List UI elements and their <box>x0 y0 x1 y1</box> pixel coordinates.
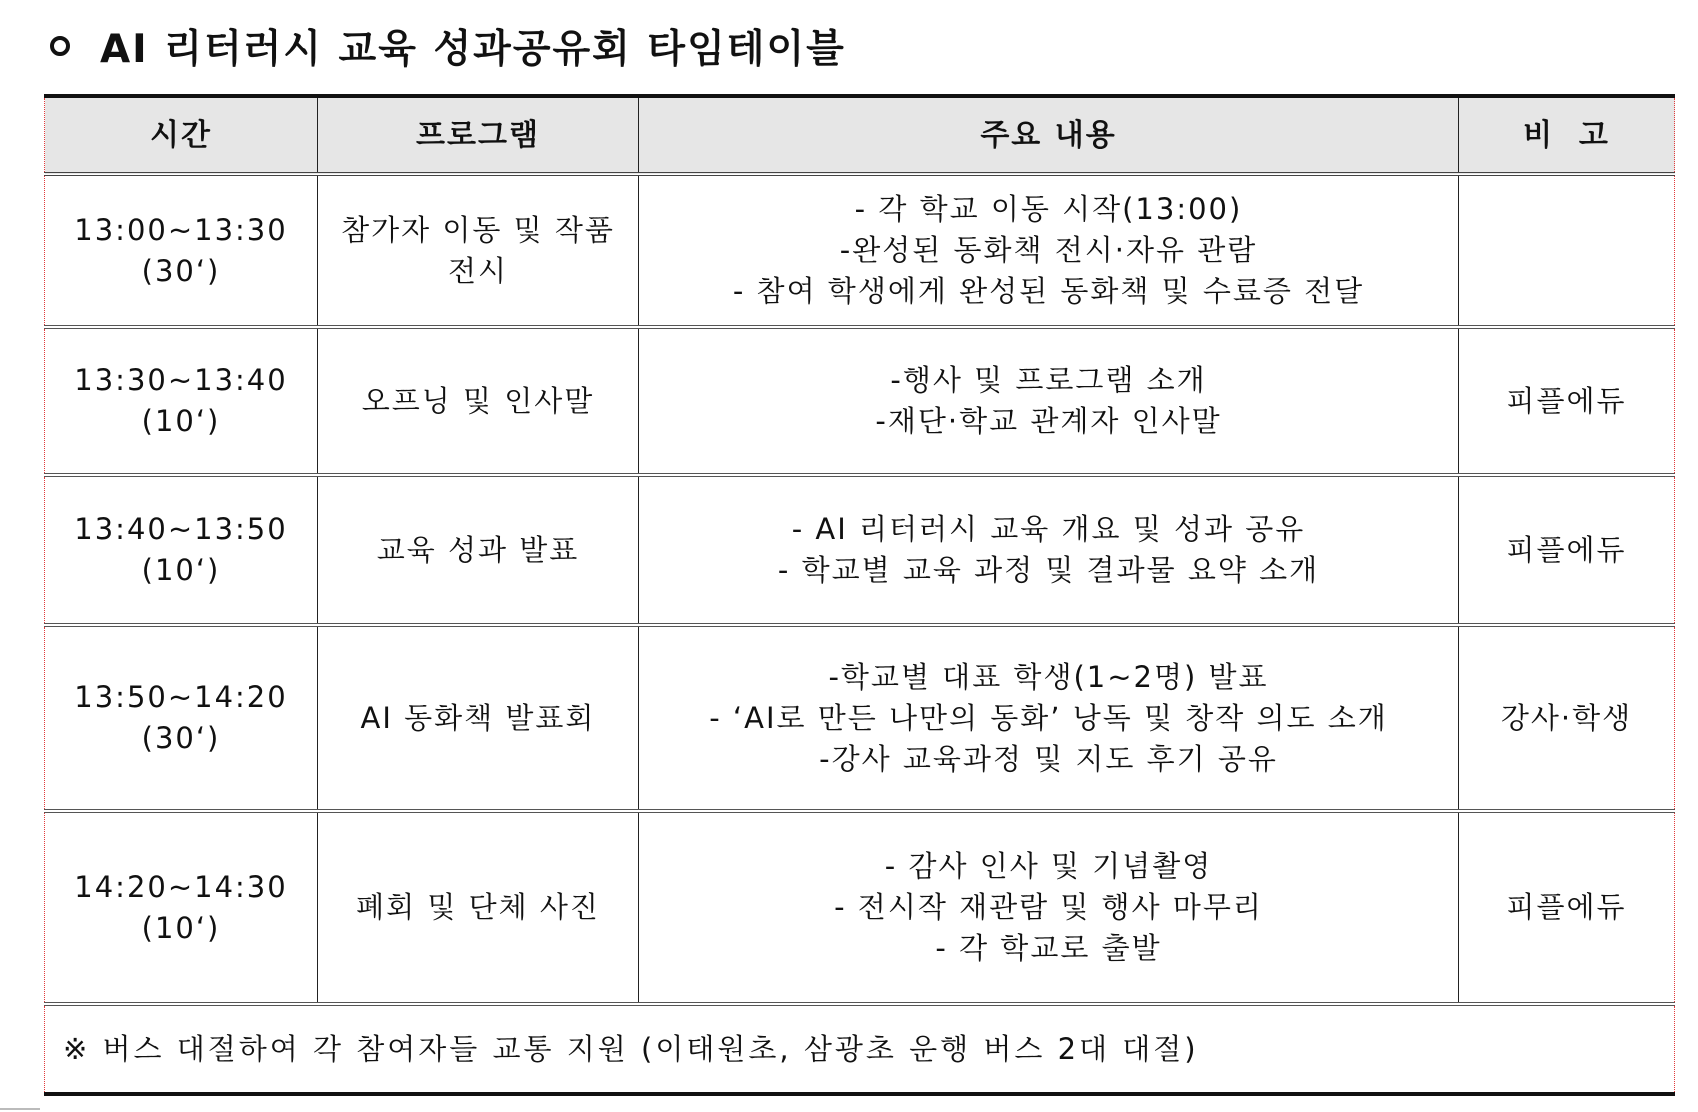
time-range: 13:00~13:30 <box>74 212 288 247</box>
program-line: 참가자 이동 및 작품 <box>341 212 615 247</box>
content-line: -완성된 동화책 전시·자유 관람 <box>839 233 1258 267</box>
program-cell <box>318 811 639 1004</box>
duration: (10‘) <box>141 910 221 945</box>
program-line: AI 동화책 발표회 <box>360 700 596 735</box>
content-line: - 학교별 교육 과정 및 결과물 요약 소개 <box>777 553 1320 587</box>
table-row <box>45 327 1675 475</box>
content-line: -강사 교육과정 및 지도 후기 공유 <box>819 741 1278 776</box>
table-row <box>45 811 1675 1004</box>
content-line: -학교별 대표 학생(1~2명) 발표 <box>828 659 1269 694</box>
program-cell <box>318 475 639 625</box>
page-title-text: AI 리터러시 교육 성과공유회 타임테이블 <box>100 27 846 72</box>
circle-bullet-icon <box>50 36 70 56</box>
time-cell <box>45 174 318 327</box>
time-range: 13:50~14:20 <box>74 680 288 714</box>
duration: (10‘) <box>141 404 221 438</box>
content-line: - 각 학교로 출발 <box>935 931 1162 965</box>
note-cell: 피플에듀 <box>1459 475 1675 625</box>
content-cell <box>639 625 1459 811</box>
time-range: 13:30~13:40 <box>74 363 288 397</box>
program-cell <box>318 327 639 475</box>
header-time: 시간 <box>45 96 318 174</box>
footnote: ※ 버스 대절하여 각 참여자들 교통 지원 (이태원초, 삼광초 운행 버스 2대 대절) <box>45 1004 1675 1094</box>
timetable <box>44 94 1675 1096</box>
time-range: 13:40~13:50 <box>74 512 288 546</box>
content-cell <box>639 811 1459 1004</box>
time-cell <box>45 327 318 475</box>
note-cell: 피플에듀 <box>1459 327 1675 475</box>
table-row <box>45 475 1675 625</box>
program-cell <box>318 174 639 327</box>
header-program: 프로그램 <box>318 96 639 174</box>
content-line: - 감사 인사 및 기념촬영 <box>884 849 1213 883</box>
program-cell <box>318 625 639 811</box>
time-cell <box>45 475 318 625</box>
table-header-row <box>45 96 1675 174</box>
content-line: - 참여 학생에게 완성된 동화책 및 수료증 전달 <box>732 274 1365 308</box>
content-cell <box>639 475 1459 625</box>
content-line: - 전시작 재관람 및 행사 마무리 <box>834 890 1263 924</box>
page-title <box>50 16 846 76</box>
duration: (30‘) <box>141 253 221 288</box>
content-line: -재단·학교 관계자 인사말 <box>875 404 1222 438</box>
note-cell: 피플에듀 <box>1459 811 1675 1004</box>
duration: (30‘) <box>141 721 221 755</box>
time-range: 14:20~14:30 <box>74 869 288 904</box>
content-line: - 각 학교 이동 시작(13:00) <box>854 192 1243 226</box>
content-cell <box>639 174 1459 327</box>
content-line: - AI 리터러시 교육 개요 및 성과 공유 <box>791 512 1306 546</box>
content-line: - ‘AI로 만든 나만의 동화’ 낭독 및 창작 의도 소개 <box>709 700 1388 735</box>
table-row <box>45 625 1675 811</box>
content-cell <box>639 327 1459 475</box>
program-line: 전시 <box>447 253 509 288</box>
note-cell <box>1459 174 1675 327</box>
time-cell <box>45 811 318 1004</box>
table-row <box>45 174 1675 327</box>
header-content: 주요 내용 <box>639 96 1459 174</box>
program-line: 폐회 및 단체 사진 <box>356 890 600 924</box>
header-note: 비 고 <box>1459 96 1675 174</box>
footnote-row <box>45 1004 1675 1094</box>
content-line: -행사 및 프로그램 소개 <box>890 363 1207 397</box>
note-cell: 강사·학생 <box>1459 625 1675 811</box>
page-edge-divider <box>0 1108 40 1110</box>
program-line: 교육 성과 발표 <box>376 532 580 567</box>
duration: (10‘) <box>141 553 221 587</box>
program-line: 오프닝 및 인사말 <box>361 383 595 418</box>
time-cell <box>45 625 318 811</box>
